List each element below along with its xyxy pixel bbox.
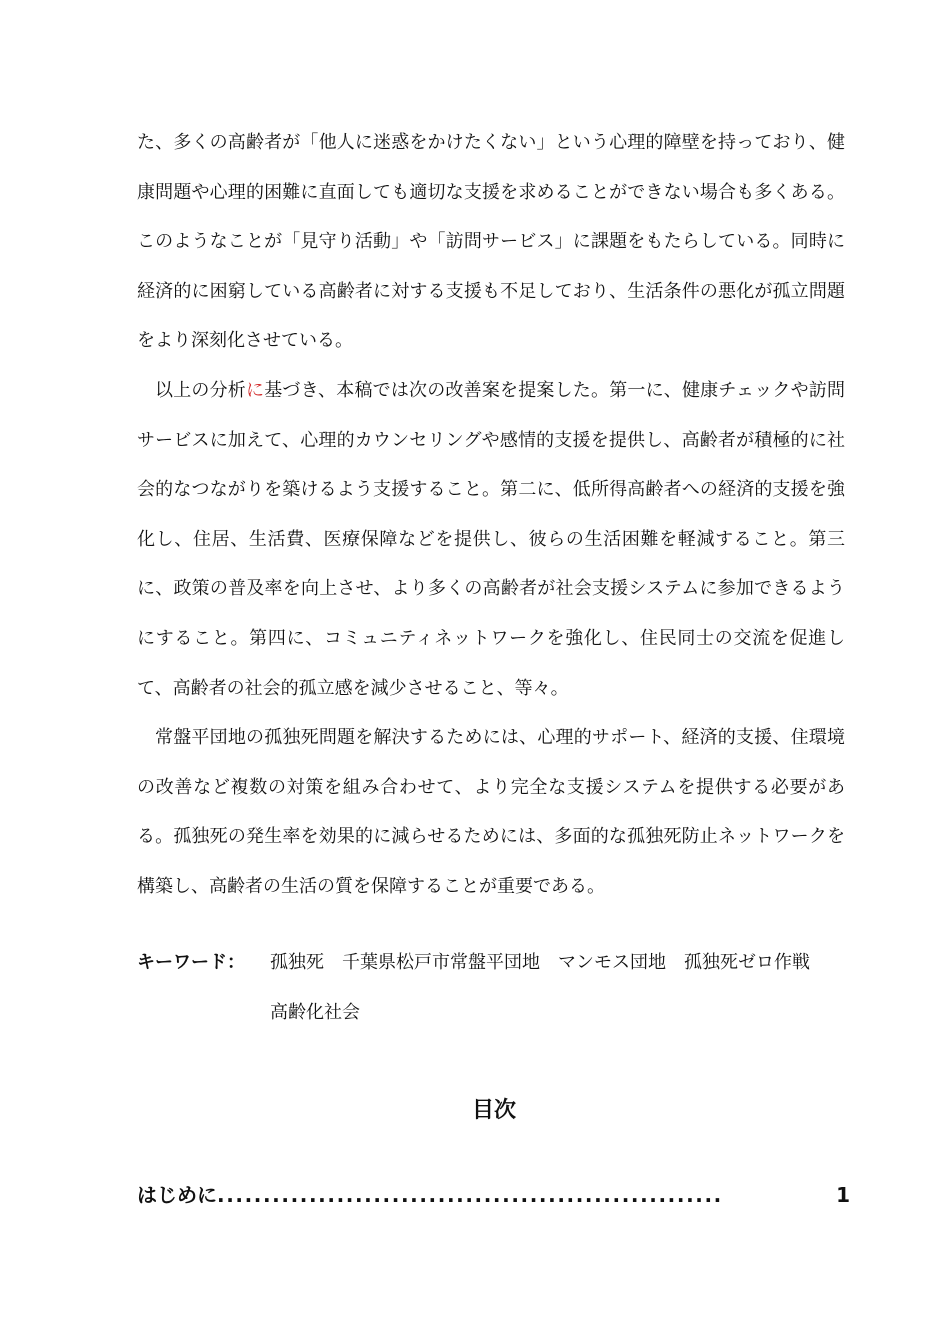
paragraph-2-rest: 基づき、本稿では次の改善案を提案した。第一に、健康チェックや訪問サービスに加えて、心理的カウンセリングや感情的支援を提供し、高齢者が積極的に社会的なつながりを築けるよう支援すること。第二に、低所得高齢者への経済的支援を強化し、住居、生活費、医療保障などを提供し、彼らの生活困難を軽減すること。第三に、政策の普及率を向上させ、より多くの高齢者が社会支援システムに参加できるようにすること。第四に、コミュニティネットワークを強化し、住民同士の交流を促進して、高齢者の社会的孤立感を減少させること、等々。 bbox=[137, 379, 845, 699]
keyword-item: 高齢化社会 bbox=[270, 1001, 360, 1023]
keywords-list bbox=[270, 938, 849, 1037]
paragraph-2-start: 以上の分析 bbox=[155, 379, 246, 401]
toc-entry[interactable] bbox=[137, 1177, 850, 1213]
keywords-section bbox=[137, 938, 849, 1037]
toc-entry-page-number[interactable]: 1 bbox=[836, 1183, 850, 1207]
highlighted-particle: に bbox=[245, 379, 265, 401]
toc-entry-leader: ....................................................... bbox=[217, 1183, 723, 1207]
keyword-item: 孤独死ゼロ作戦 bbox=[684, 952, 810, 973]
paragraph-1: た、多くの高齢者が「他人に迷惑をかけたくない」という心理的障壁を持っており、健康問題や心理的困難に直面しても適切な支援を求めることができない場合も多くある。このようなことが「見守り活動」や「訪問サービス」に課題をもたらしている。同時に経済的に困窮している高齢者に対する支援も不足しており、生活条件の悪化が孤立問題をより深刻化させている。 bbox=[137, 132, 845, 352]
abstract-body bbox=[137, 118, 845, 912]
toc-title: 目次 bbox=[471, 1098, 516, 1123]
keywords-line-1 bbox=[270, 938, 849, 988]
paragraph-2 bbox=[137, 366, 845, 713]
keyword-item: 孤独死 bbox=[270, 952, 324, 973]
keyword-item: マンモス団地 bbox=[558, 952, 666, 973]
keyword-item: 千葉県松戸市常盤平団地 bbox=[342, 952, 540, 973]
paragraph-3: 常盤平団地の孤独死問題を解決するためには、心理的サポート、経済的支援、住環境の改善など複数の対策を組み合わせて、より完全な支援システムを提供する必要がある。孤独死の発生率を効果的に減らせるためには、多面的な孤独死防止ネットワークを構築し、高齢者の生活の質を保障することが重要である。 bbox=[137, 727, 845, 897]
keywords-label: キーワード： bbox=[137, 952, 245, 973]
toc-entry-label[interactable]: はじめに bbox=[137, 1183, 217, 1207]
keywords-line-2 bbox=[270, 988, 849, 1038]
